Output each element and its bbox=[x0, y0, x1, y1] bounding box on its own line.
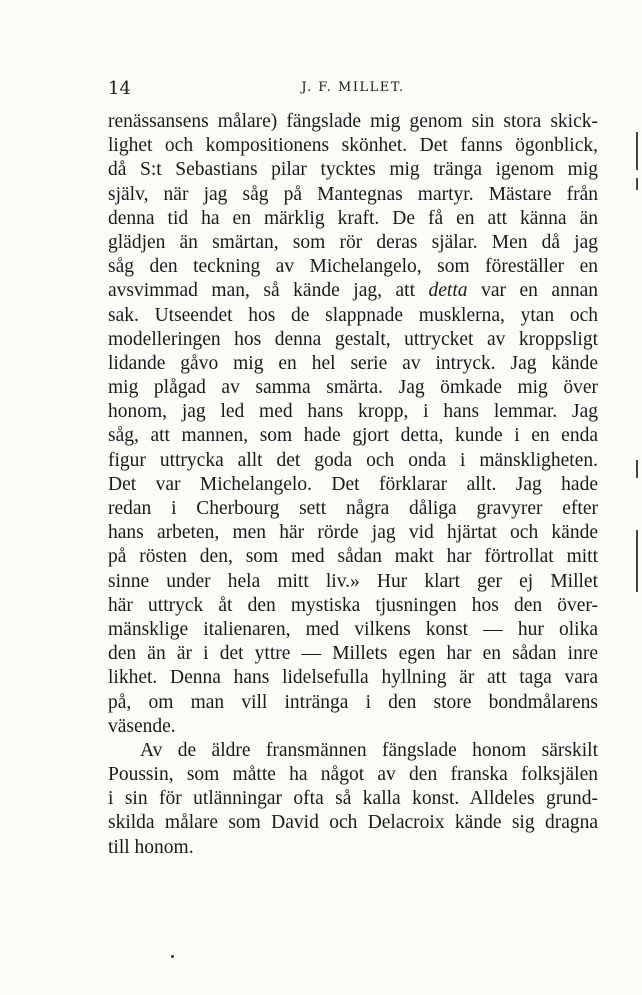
text-line: på, om man vill intränga i den store bondmålarens bbox=[108, 691, 598, 713]
text-line: sinne under hela mitt liv.» Hur klart ger ej Millet bbox=[108, 570, 598, 592]
text-line: i sin för utlänningar ofta så kalla konst. Alldeles grund- bbox=[108, 788, 598, 810]
body-text bbox=[108, 110, 598, 860]
text-line: sak. Utseendet hos de slappnade musklerna, ytan och bbox=[108, 304, 598, 326]
text-line: redan i Cherbourg sett några dåliga gravyrer efter bbox=[108, 498, 598, 519]
text-line: lidande gåvo mig en hel serie av intryck. Jag kände bbox=[108, 352, 598, 374]
text-line: själv, när jag såg på Mantegnas martyr. Mästare från bbox=[108, 183, 598, 205]
margin-mark bbox=[636, 530, 638, 592]
text-line: hans arbeten, men här rörde jag vid hjärtat och kände bbox=[108, 522, 598, 544]
text-line: till honom. bbox=[108, 836, 194, 858]
text-line: på rösten den, som med sådan makt har förtrollat mitt bbox=[108, 546, 598, 568]
text-line: väsende. bbox=[108, 715, 176, 737]
text-line: denna tid ha en märklig kraft. De få en att känna än bbox=[108, 207, 598, 229]
text-line: skilda målare som David och Delacroix kände sig dragna bbox=[108, 812, 598, 834]
text-line: mänsklige italienaren, med vilkens konst — hur olika bbox=[108, 618, 598, 640]
page-number: 14 bbox=[108, 78, 131, 99]
text-line: såg den teckning av Michelangelo, som föreställer en bbox=[108, 256, 598, 278]
text-line: Poussin, som måtte ha något av den franska folksjälen bbox=[108, 764, 598, 786]
text-line: glädjen än smärtan, som rör deras själar. Men då jag bbox=[108, 231, 598, 253]
text-line: Det var Michelangelo. Det förklarar allt. Jag hade bbox=[108, 473, 598, 495]
text-line: då S:t Sebastians pilar tycktes mig tränga igenom mig bbox=[108, 159, 598, 181]
text-line: såg, att mannen, som hade gjort detta, kunde i en enda bbox=[108, 425, 598, 447]
page-header bbox=[108, 78, 598, 102]
text-line: mig plågad av samma smärta. Jag ömkade mig över bbox=[108, 377, 598, 399]
text-line: Av de äldre fransmännen fängslade honom särskilt bbox=[140, 739, 598, 761]
text-line: den än är i det yttre — Millets egen har en sådan inre bbox=[108, 643, 598, 665]
text-line: renässansens målare) fängslade mig genom sin stora skick- bbox=[108, 111, 598, 132]
ink-dot bbox=[171, 955, 174, 958]
margin-mark bbox=[636, 132, 638, 170]
emphasized-word: detta bbox=[428, 280, 468, 302]
text-line: figur uttrycka allt det goda och onda i mänskligheten. bbox=[108, 449, 598, 471]
margin-mark bbox=[636, 460, 638, 478]
running-head: J. F. MILLET. bbox=[301, 80, 405, 95]
text-line: lighet och kompositionens skönhet. Det fanns ögonblick, bbox=[108, 135, 598, 157]
text-line: modelleringen hos denna gestalt, uttrycket av kroppsligt bbox=[108, 328, 598, 350]
text-line: avsvimmad man, så kände jag, att detta var en annan bbox=[108, 280, 598, 302]
text-line: likhet. Denna hans lidelsefulla hyllning är att taga vara bbox=[108, 667, 598, 689]
margin-mark bbox=[636, 178, 638, 190]
text-line: här uttryck åt den mystiska tjusningen hos den över- bbox=[108, 594, 598, 616]
text-line: honom, jag led med hans kropp, i hans lemmar. Jag bbox=[108, 401, 598, 423]
